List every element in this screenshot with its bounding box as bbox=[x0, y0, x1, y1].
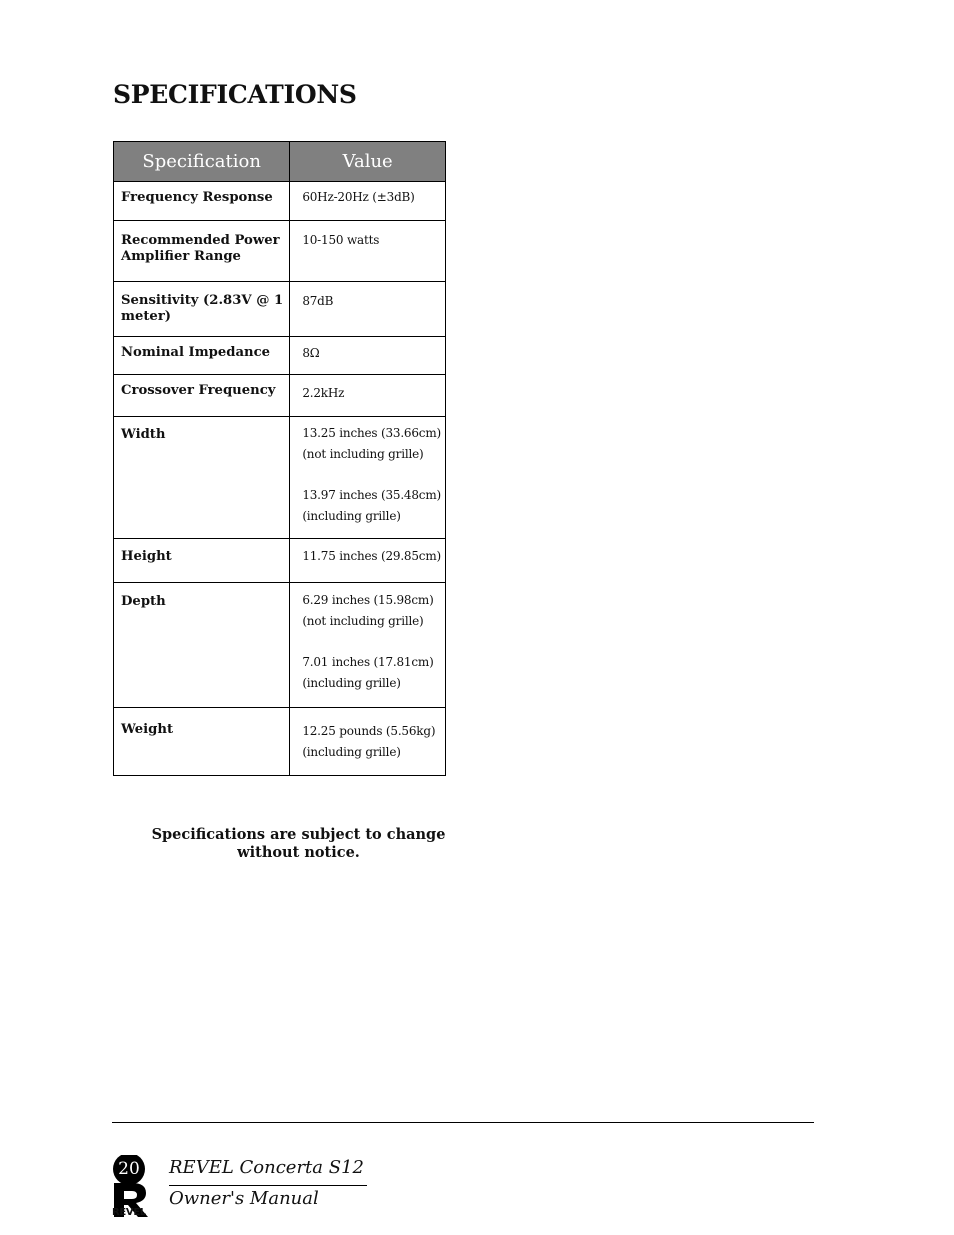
spec-name-text: Height bbox=[121, 549, 172, 564]
spec-name bbox=[114, 539, 290, 583]
spec-name-text: Recommended Power bbox=[121, 233, 280, 248]
spec-name bbox=[114, 337, 290, 375]
spec-value bbox=[290, 337, 446, 375]
column-header-specification: Specification bbox=[114, 142, 290, 182]
spec-value bbox=[290, 375, 446, 417]
spec-name bbox=[114, 282, 290, 337]
table-header-row bbox=[114, 142, 446, 182]
spec-value bbox=[290, 182, 446, 221]
spec-value bbox=[290, 417, 446, 539]
footer-divider bbox=[112, 1122, 814, 1123]
spec-value-text: 10-150 watts bbox=[302, 233, 380, 247]
spec-value-text: (including grille) bbox=[302, 508, 401, 523]
notice-line: Specifications are subject to change bbox=[151, 826, 446, 843]
spec-name-text: Crossover Frequency bbox=[121, 383, 276, 398]
spec-value bbox=[290, 221, 446, 282]
table-row bbox=[114, 337, 446, 375]
spec-value-text: (not including grille) bbox=[302, 613, 424, 628]
spec-name bbox=[114, 583, 290, 708]
spec-value bbox=[290, 583, 446, 708]
page-number: 20 bbox=[118, 1159, 140, 1179]
brand-wordmark: REVEL bbox=[112, 1207, 146, 1218]
spec-value-text: 87dB bbox=[302, 294, 334, 308]
spec-name-text: Nominal Impedance bbox=[121, 345, 271, 360]
table-row bbox=[114, 583, 446, 708]
table-row bbox=[114, 221, 446, 282]
column-header-value: Value bbox=[290, 142, 446, 182]
spec-name bbox=[114, 182, 290, 221]
spec-value-text: (including grille) bbox=[302, 744, 401, 759]
spec-value bbox=[290, 539, 446, 583]
notice-line: without notice. bbox=[237, 844, 360, 861]
spec-value-text: (including grille) bbox=[302, 675, 401, 690]
spec-value bbox=[290, 282, 446, 337]
spec-value-text: (not including grille) bbox=[302, 446, 424, 461]
spec-name-text: Amplifier Range bbox=[121, 249, 241, 264]
table-row bbox=[114, 182, 446, 221]
change-notice bbox=[150, 826, 447, 862]
spec-value bbox=[290, 708, 446, 776]
spec-value-text: 13.25 inches (33.66cm) bbox=[302, 426, 441, 440]
spec-name bbox=[114, 375, 290, 417]
document-title: REVEL Concerta S12 bbox=[169, 1157, 364, 1178]
spec-name-text: Width bbox=[121, 427, 166, 442]
table-row bbox=[114, 539, 446, 583]
spec-value-text: 6.29 inches (15.98cm) bbox=[302, 593, 434, 607]
document-subtitle: Owner's Manual bbox=[169, 1188, 319, 1209]
page-title: SPECIFICATIONS bbox=[113, 80, 357, 109]
spec-name-text: Sensitivity (2.83V @ 1 bbox=[121, 293, 284, 308]
table-row bbox=[114, 417, 446, 539]
spec-value-text: 2.2kHz bbox=[302, 386, 345, 400]
spec-value-text: 13.97 inches (35.48cm) bbox=[302, 488, 441, 502]
spec-name-text: Weight bbox=[121, 722, 174, 737]
spec-value-text: 8Ω bbox=[302, 346, 320, 360]
spec-name bbox=[114, 417, 290, 539]
spec-name bbox=[114, 708, 290, 776]
spec-value-text: 7.01 inches (17.81cm) bbox=[302, 655, 434, 669]
spec-name-text: meter) bbox=[121, 309, 172, 324]
table-row bbox=[114, 375, 446, 417]
spec-value-text: 11.75 inches (29.85cm) bbox=[302, 549, 441, 563]
table-row bbox=[114, 282, 446, 337]
spec-name bbox=[114, 221, 290, 282]
spec-value-text: 60Hz-20Hz (±3dB) bbox=[302, 190, 415, 204]
spec-name-text: Frequency Response bbox=[121, 190, 273, 205]
specifications-table bbox=[113, 141, 446, 776]
spec-value-text: 12.25 pounds (5.56kg) bbox=[302, 724, 436, 738]
table-row bbox=[114, 708, 446, 776]
spec-name-text: Depth bbox=[121, 594, 166, 609]
